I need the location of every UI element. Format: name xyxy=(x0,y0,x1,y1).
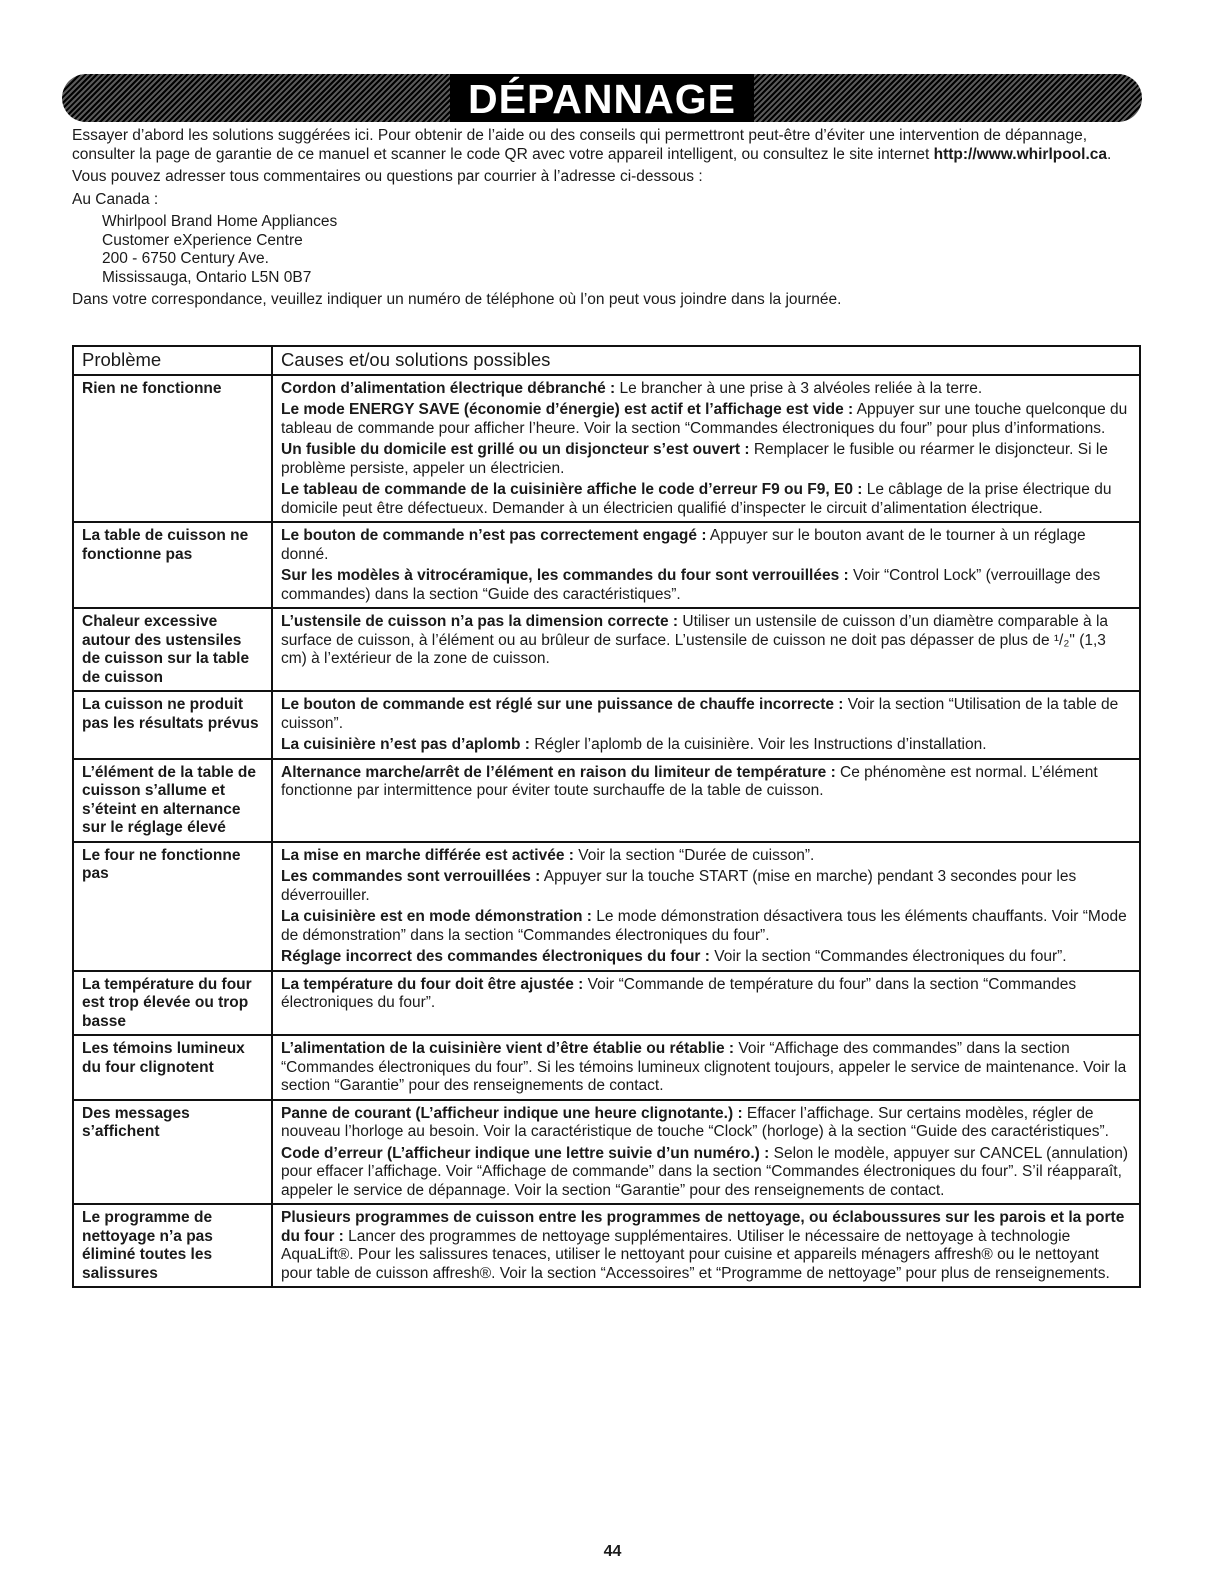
solution-cause: Réglage incorrect des commandes électroniques du four : xyxy=(281,948,710,965)
address-line: Whirlpool Brand Home Appliances xyxy=(102,213,338,230)
table-row xyxy=(73,608,1140,691)
website-link[interactable]: http://www.whirlpool.ca xyxy=(933,145,1108,163)
solution-item xyxy=(281,527,1131,564)
table-body xyxy=(73,375,1140,1288)
solution-cause: Panne de courant (L’afficheur indique une heure clignotante.) : xyxy=(281,1104,743,1122)
table-row xyxy=(73,522,1140,608)
solution-text: Régler l’aplomb de la cuisinière. Voir les Instructions d’installation. xyxy=(529,736,987,753)
solutions-cell xyxy=(272,971,1140,1036)
solution-item xyxy=(281,1209,1131,1283)
solution-item xyxy=(281,736,1131,755)
solution-text: Appuyer sur le bouton avant de le tourner à un réglage donné. xyxy=(281,527,1086,563)
solutions-cell xyxy=(272,1035,1140,1100)
solution-item xyxy=(281,481,1131,518)
solution-item xyxy=(281,567,1131,604)
solution-item xyxy=(281,1145,1131,1201)
solution-text: Voir la section “Commandes électroniques du four”. xyxy=(709,948,1067,965)
intro-text: Essayer d’abord les solutions suggérées ici. Pour obtenir de l’aide ou des conseils qui permettront peut-être d’éviter une intervention de dépannage, consulter la page de garantie de ce manuel et scanner le code QR avec votre appareil intelligent, ou consultez le site internet xyxy=(72,127,1088,163)
problem-cell: Les témoins lumineux du four clignotent xyxy=(73,1035,272,1100)
solution-item xyxy=(281,948,1131,967)
problem-cell: La température du four est trop élevée ou trop basse xyxy=(73,971,272,1036)
solution-cause: Alternance marche/arrêt de l’élément en raison du limiteur de température : xyxy=(281,763,836,781)
table-row xyxy=(73,375,1140,523)
solution-item xyxy=(281,613,1131,669)
solution-text: Le câblage de la prise électrique du domicile peut être défectueux. Demander à un électricien qualifié d’inspecter le circuit d’alimentation électrique. xyxy=(281,481,1112,517)
solution-text: Voir “Control Lock” (verrouillage des commandes) dans la section “Guide des caractéristiques”. xyxy=(281,567,1101,603)
solutions-cell xyxy=(272,522,1140,608)
troubleshooting-table xyxy=(72,345,1141,1288)
solution-cause: Le mode ENERGY SAVE (économie d’énergie) est actif et l’affichage est vide : xyxy=(281,401,854,418)
solution-cause: Plusieurs programmes de cuisson entre les programmes de nettoyage, ou éclaboussures sur les parois et la porte du four : xyxy=(281,1209,1125,1245)
solutions-cell xyxy=(272,842,1140,971)
solution-item xyxy=(281,1040,1131,1096)
solutions-cell xyxy=(272,1100,1140,1205)
solution-cause: Cordon d’alimentation électrique débranché : xyxy=(281,379,616,397)
problem-cell: Rien ne fonctionne xyxy=(73,375,272,523)
solution-cause: L’alimentation de la cuisinière vient d’être établie ou rétablie : xyxy=(281,1040,735,1057)
solution-item xyxy=(281,847,1131,866)
solution-cause: Les commandes sont verrouillées : xyxy=(281,868,541,885)
solutions-cell xyxy=(272,375,1140,523)
solution-item xyxy=(281,696,1131,733)
table-row xyxy=(73,759,1140,842)
solution-text: Le brancher à une prise à 3 alvéoles reliée à la terre. xyxy=(615,379,983,397)
solution-text: Voir la section “Utilisation de la table de cuisson”. xyxy=(281,696,1119,732)
solution-cause: La cuisinière n’est pas d’aplomb : xyxy=(281,736,530,753)
solution-text: Le mode démonstration désactivera tous les éléments chauffants. Voir “Mode de démonstration” dans la section “Commandes électroniques du four”. xyxy=(281,908,1127,944)
solutions-cell xyxy=(272,1204,1140,1287)
problem-cell: Chaleur excessive autour des ustensiles de cuisson sur la table de cuisson xyxy=(73,608,272,691)
solution-text: Selon le modèle, appuyer sur CANCEL (annulation) pour effacer l’affichage. Voir “Affichage de commande” dans la section “Commandes électroniques du four”. S’il réapparaît, appeler le service de dépannage. Voir la section “Garantie” pour des renseignements de contact. xyxy=(281,1144,1129,1199)
solution-text: Voir “Commande de température du four” dans la section “Commandes électroniques du four”. xyxy=(281,975,1077,1011)
solution-item xyxy=(281,441,1131,478)
solution-item xyxy=(281,380,1131,399)
solution-item xyxy=(281,868,1131,905)
solution-cause: L’ustensile de cuisson n’a pas la dimension correcte : xyxy=(281,613,679,630)
title-banner xyxy=(62,74,1142,122)
problem-cell: Des messages s’affichent xyxy=(73,1100,272,1205)
solution-cause: Le bouton de commande est réglé sur une puissance de chauffe incorrecte : xyxy=(281,696,844,713)
mail-instructions: Vous pouvez adresser tous commentaires ou questions par courrier à l’adresse ci-dessous : xyxy=(72,168,703,185)
solution-cause: Un fusible du domicile est grillé ou un disjoncteur s’est ouvert : xyxy=(281,441,750,458)
table-row xyxy=(73,971,1140,1036)
solution-text: Remplacer le fusible ou réarmer le disjoncteur. Si le problème persiste, appeler un électricien. xyxy=(281,441,1108,477)
solution-item xyxy=(281,401,1131,438)
table-row xyxy=(73,1204,1140,1287)
problem-cell: La cuisson ne produit pas les résultats prévus xyxy=(73,691,272,759)
solution-text: Utiliser un ustensile de cuisson d’un diamètre comparable à la surface de cuisson, à l’élément ou au brûleur de surface. L’ustensile de cuisson ne doit pas dépasser de plus de ¹/₂" (1,3 cm) à l’extérieur de la zone de cuisson. xyxy=(281,613,1109,667)
table-row xyxy=(73,691,1140,759)
solution-text: Effacer l’affichage. Sur certains modèles, régler de nouveau l’horloge au besoin. Voir la caractéristique de touche “Clock” (horloge) à la section “Guide des caractéristiques”. xyxy=(281,1104,1109,1140)
solution-text: Appuyer sur une touche quelconque du tableau de commande pour afficher l’heure. Voir la section “Commandes électroniques du four” pour plus d’informations. xyxy=(281,401,1128,437)
table-row xyxy=(73,1100,1140,1205)
solution-item xyxy=(281,976,1131,1013)
page-title: DÉPANNAGE xyxy=(450,74,754,122)
solution-item xyxy=(281,764,1131,801)
solution-text: Ce phénomène est normal. L’élément fonctionne par intermittence pour éviter toute surchauffe de la table de cuisson. xyxy=(281,763,1098,799)
address-line: 200 - 6750 Century Ave. xyxy=(102,250,269,267)
intro-section xyxy=(72,127,1152,314)
solution-text: Appuyer sur la touche START (mise en marche) pendant 3 secondes pour les déverrouiller. xyxy=(281,868,1077,904)
solution-cause: Code d’erreur (L’afficheur indique une lettre suivie d’un numéro.) : xyxy=(281,1144,770,1162)
solution-cause: La température du four doit être ajustée : xyxy=(281,975,584,993)
table-row xyxy=(73,842,1140,971)
solution-cause: La cuisinière est en mode démonstration : xyxy=(281,908,592,925)
page-number: 44 xyxy=(603,1543,622,1560)
solution-item xyxy=(281,908,1131,945)
problem-cell: La table de cuisson ne fonctionne pas xyxy=(73,522,272,608)
address-line: Customer eXperience Centre xyxy=(102,231,303,249)
solution-text: Voir “Affichage des commandes” dans la section “Commandes électroniques du four”. Si les témoins lumineux clignotent toujours, appeler le service de maintenance. Voir la section “Garantie” pour des renseignements de contact. xyxy=(281,1040,1127,1094)
intro-text-end: . xyxy=(1107,145,1112,163)
solution-text: Lancer des programmes de nettoyage supplémentaires. Utiliser le nécessaire de nettoyage à technologie AquaLift®. Pour les salissures tenaces, utiliser le nettoyant pour cuisine et appareils ménagers affresh® ou le nettoyant pour table de cuisson affresh®. Voir la section “Accessoires” et “Programme de nettoyage” pour plus de renseignements. xyxy=(281,1227,1110,1282)
solution-cause: Sur les modèles à vitrocéramique, les commandes du four sont verrouillées : xyxy=(281,567,849,584)
solutions-cell xyxy=(272,759,1140,842)
country-label: Au Canada : xyxy=(72,190,159,208)
solutions-cell xyxy=(272,608,1140,691)
solution-text: Voir la section “Durée de cuisson”. xyxy=(573,846,815,864)
solution-cause: Le tableau de commande de la cuisinière affiche le code d’erreur F9 ou F9, E0 : xyxy=(281,481,863,498)
solution-cause: Le bouton de commande n’est pas correctement engagé : xyxy=(281,527,707,544)
intro-paragraph xyxy=(72,127,1152,164)
problem-cell: Le programme de nettoyage n’a pas éliminé toutes les salissures xyxy=(73,1204,272,1287)
solution-cause: La mise en marche différée est activée : xyxy=(281,846,574,864)
header-problem: Problème xyxy=(73,346,272,375)
table-header-row xyxy=(73,346,1140,375)
header-solutions: Causes et/ou solutions possibles xyxy=(272,346,1140,375)
solutions-cell xyxy=(272,691,1140,759)
table-row xyxy=(73,1035,1140,1100)
solution-item xyxy=(281,1105,1131,1142)
correspondence-note: Dans votre correspondance, veuillez indiquer un numéro de téléphone où l’on peut vous joindre dans la journée. xyxy=(72,291,842,308)
address-line: Mississauga, Ontario L5N 0B7 xyxy=(102,268,312,286)
problem-cell: L’élément de la table de cuisson s’allume et s’éteint en alternance sur le réglage élevé xyxy=(73,759,272,842)
problem-cell: Le four ne fonctionne pas xyxy=(73,842,272,971)
mailing-address xyxy=(102,213,1152,287)
